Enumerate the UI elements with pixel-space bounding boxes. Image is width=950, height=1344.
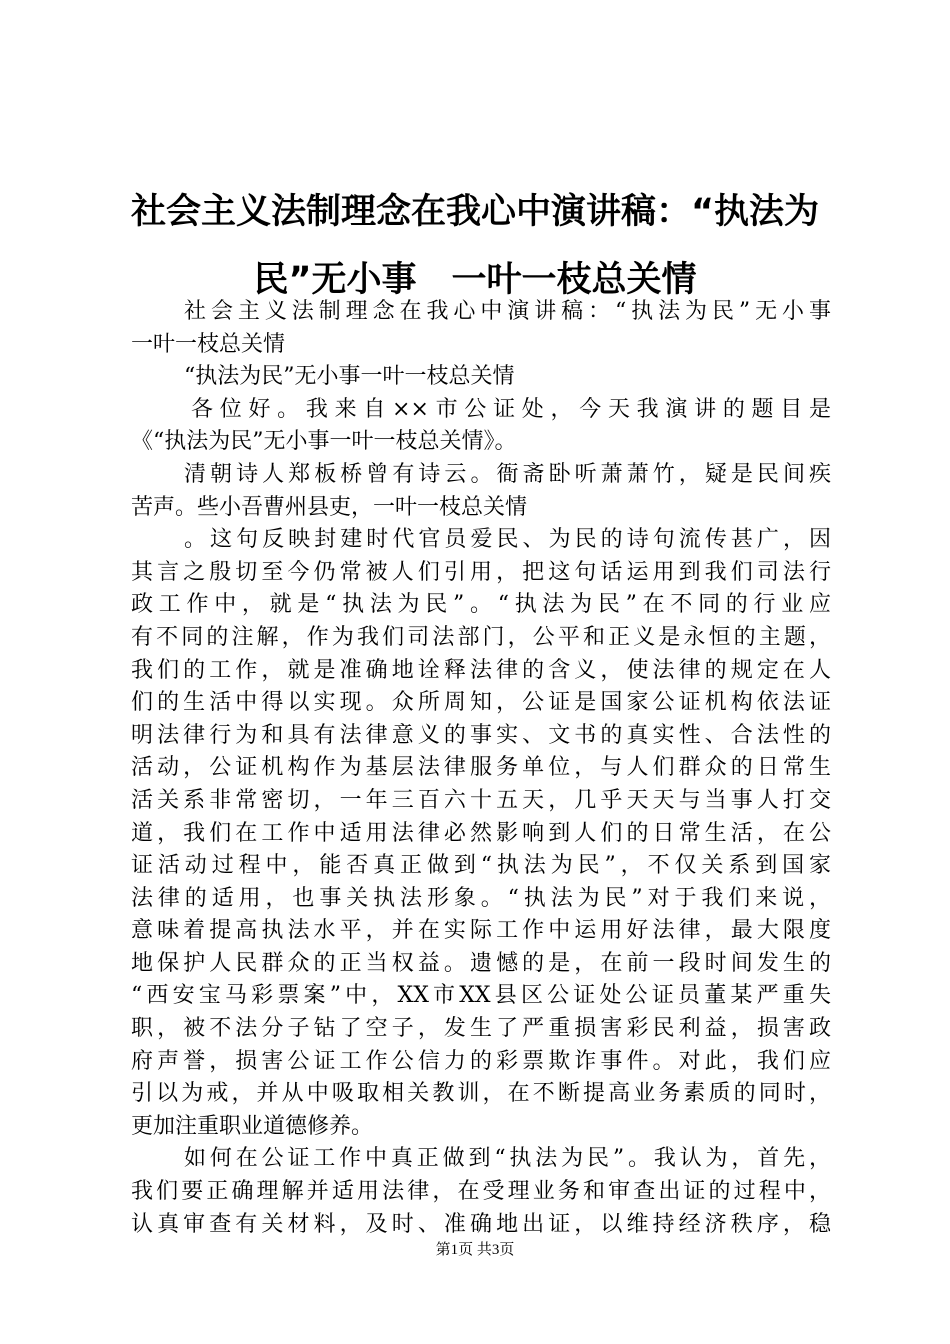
body-line: 法律的适用，也事关执法形象。“执法为民”对于我们来说， — [131, 885, 831, 911]
body-line: 苦声。些小吾曹州县吏，一叶一枝总关情 — [131, 494, 528, 520]
document-body — [131, 296, 831, 1241]
body-line: 职，被不法分子钻了空子，发生了严重损害彩民利益，损害政 — [131, 1016, 831, 1042]
body-line: “西安宝马彩票案”中，XX市XX县区公证处公证员董某严重失 — [131, 983, 831, 1009]
body-line: 《“执法为民”无小事一叶一枝总关情》。 — [131, 429, 517, 455]
body-line: 们的生活中得以实现。众所周知，公证是国家公证机构依法证 — [131, 690, 831, 716]
document-title — [100, 178, 850, 314]
body-line: 明法律行为和具有法律意义的事实、文书的真实性、合法性的 — [131, 722, 831, 748]
title-line: 民”无小事 一叶一枝总关情 — [253, 260, 697, 300]
body-line: 有不同的注解，作为我们司法部门，公平和正义是永恒的主题， — [131, 624, 831, 650]
body-line: 我们的工作，就是准确地诠释法律的含义，使法律的规定在人 — [131, 657, 831, 683]
body-line: 活动，公证机构作为基层法律服务单位，与人们群众的日常生 — [131, 755, 831, 781]
body-line: 政工作中，就是“执法为民”。“执法为民”在不同的行业应 — [131, 592, 831, 618]
title-line: 社会主义法制理念在我心中演讲稿：“执法为 — [130, 192, 819, 232]
body-line: 证活动过程中，能否真正做到“执法为民”，不仅关系到国家 — [131, 853, 831, 879]
page-footer: 第1页 共3页 — [435, 1242, 515, 1258]
body-line: 意味着提高执法水平，并在实际工作中运用好法律，最大限度 — [131, 918, 831, 944]
body-line: 活关系非常密切，一年三百六十五天，几乎天天与当事人打交 — [131, 787, 831, 813]
body-line: 社会主义法制理念在我心中演讲稿：“执法为民”无小事 — [184, 299, 831, 324]
body-line: 清朝诗人郑板桥曾有诗云。衙斋卧听萧萧竹，疑是民间疾 — [184, 461, 831, 487]
body-line: “执法为民”无小事一叶一枝总关情 — [184, 364, 515, 390]
body-line: 一叶一枝总关情 — [131, 331, 286, 357]
body-line: 我们要正确理解并适用法律，在受理业务和审查出证的过程中， — [131, 1179, 831, 1205]
body-line: 认真审查有关材料，及时、准确地出证，以维持经济秩序，稳 — [131, 1211, 831, 1237]
body-line: 各位好。我来自××市公证处，今天我演讲的题目是 — [191, 396, 831, 422]
body-line: 如何在公证工作中真正做到“执法为民”。我认为，首先， — [184, 1146, 831, 1172]
body-line: 。这句反映封建时代官员爱民、为民的诗句流传甚广，因 — [184, 527, 831, 553]
body-line: 引以为戒，并从中吸取相关教训，在不断提高业务素质的同时， — [131, 1081, 831, 1107]
body-line: 府声誉，损害公证工作公信力的彩票欺诈事件。对此，我们应 — [131, 1048, 831, 1074]
body-line: 更加注重职业道德修养。 — [131, 1113, 374, 1139]
body-line: 其言之殷切至今仍常被人们引用，把这句话运用到我们司法行 — [131, 559, 831, 585]
body-line: 道，我们在工作中适用法律必然影响到人们的日常生活，在公 — [131, 820, 831, 846]
body-line: 地保护人民群众的正当权益。遗憾的是，在前一段时间发生的 — [131, 950, 831, 976]
